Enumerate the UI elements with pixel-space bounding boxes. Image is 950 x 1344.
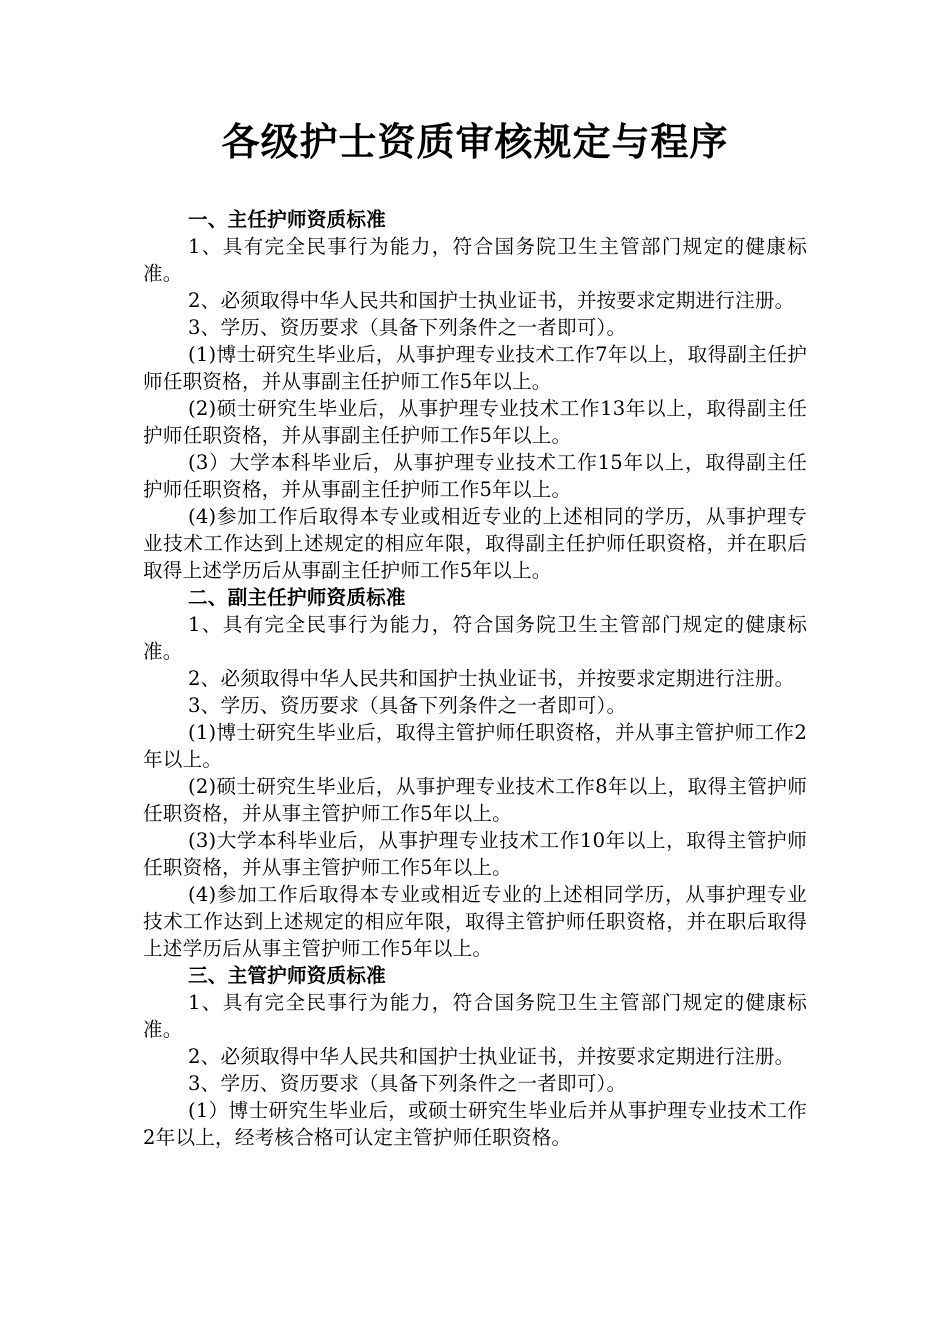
paragraph: 1、具有完全民事行为能力，符合国务院卫生主管部门规定的健康标准。 — [143, 613, 807, 663]
section-heading: 二、副主任护师资质标准 — [188, 586, 406, 609]
paragraph: 2、必须取得中华人民共和国护士执业证书，并按要求定期进行注册。 — [188, 289, 795, 312]
paragraph: (4)参加工作后取得本专业或相近专业的上述相同的学历，从事护理专业技术工作达到上述规定的相应年限，取得副主任护师任职资格，并在职后取得上述学历后从事副主任护师工作5年以上。 — [143, 505, 807, 582]
paragraph: 3、学历、资历要求（具备下列条件之一者即可）。 — [188, 694, 627, 717]
paragraph: 1、具有完全民事行为能力，符合国务院卫生主管部门规定的健康标准。 — [143, 991, 807, 1041]
document-body — [143, 206, 807, 1151]
section-heading: 一、主任护师资质标准 — [188, 208, 386, 231]
section-heading: 三、主管护师资质标准 — [188, 964, 386, 987]
paragraph: (2)硕士研究生毕业后，从事护理专业技术工作13年以上，取得副主任护师任职资格，并从事副主任护师工作5年以上。 — [143, 397, 807, 447]
paragraph: 3、学历、资历要求（具备下列条件之一者即可）。 — [188, 316, 627, 339]
paragraph: 1、具有完全民事行为能力，符合国务院卫生主管部门规定的健康标准。 — [143, 235, 807, 285]
paragraph: (3）大学本科毕业后，从事护理专业技术工作15年以上，取得副主任护师任职资格，并从事副主任护师工作5年以上。 — [143, 451, 807, 501]
paragraph: 3、学历、资历要求（具备下列条件之一者即可）。 — [188, 1072, 627, 1095]
paragraph: (2)硕士研究生毕业后，从事护理专业技术工作8年以上，取得主管护师任职资格，并从事主管护师工作5年以上。 — [143, 775, 807, 825]
paragraph: (1）博士研究生毕业后，或硕士研究生毕业后并从事护理专业技术工作2年以上，经考核合格可认定主管护师任职资格。 — [143, 1099, 807, 1149]
paragraph: (1)博士研究生毕业后，取得主管护师任职资格，并从事主管护师工作2年以上。 — [143, 721, 807, 771]
paragraph: (1)博士研究生毕业后，从事护理专业技术工作7年以上，取得副主任护师任职资格，并从事副主任护师工作5年以上。 — [143, 343, 807, 393]
document-title: 各级护士资质审核规定与程序 — [221, 119, 729, 164]
paragraph: (3)大学本科毕业后，从事护理专业技术工作10年以上，取得主管护师任职资格，并从事主管护师工作5年以上。 — [143, 829, 807, 879]
paragraph: 2、必须取得中华人民共和国护士执业证书，并按要求定期进行注册。 — [188, 1045, 795, 1068]
paragraph: 2、必须取得中华人民共和国护士执业证书，并按要求定期进行注册。 — [188, 667, 795, 690]
paragraph: (4)参加工作后取得本专业或相近专业的上述相同学历，从事护理专业技术工作达到上述规定的相应年限，取得主管护师任职资格，并在职后取得上述学历后从事主管护师工作5年以上。 — [143, 883, 807, 960]
